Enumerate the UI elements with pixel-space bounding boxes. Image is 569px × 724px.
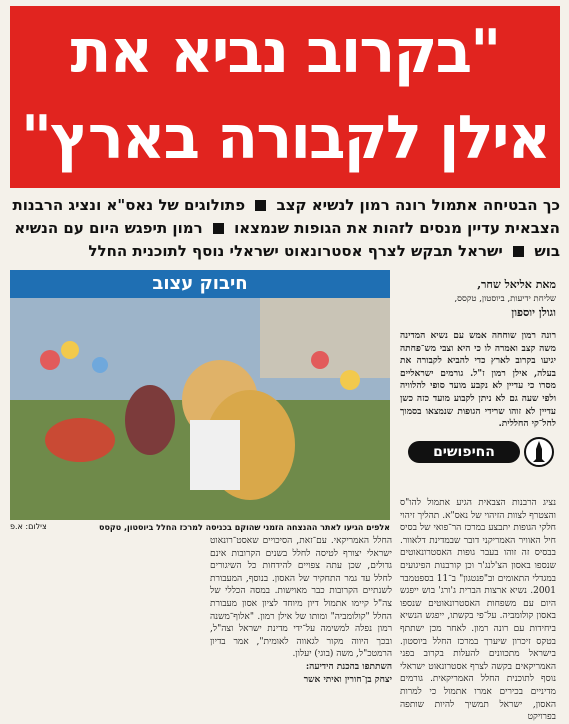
subhead-part-4: ישראל תבקש לצרף אסטרונאוט ישראלי נוסף לתוכנית החלל: [88, 242, 503, 260]
photo-credit: צילום: א.פ: [10, 522, 47, 531]
subhead-part-2: פתולוגים של נאס"א ונציג הרבנות הצבאית עדיין מנסים לזהות את הגופות שנמצאו: [12, 196, 560, 237]
space-shuttle-svg: [526, 439, 552, 465]
headline-line-2: אילן לקבורה בארץ": [20, 103, 550, 173]
space-shuttle-icon: [524, 437, 554, 467]
byline-location: שליחת ידיעות, ביוסטון, טקסס,: [454, 294, 556, 304]
article-column-middle-text: החלל האמריקאי. עם־זאת, הסיכויים שאסט־רונאוט ישראלי יצורף לטיסה לחלל בשנים הקרובות אינם גדולים, שכן עתה צפויים להידחות כל השיגורים לחלל עד גמר התחקיר של האסון. בנוסף, המעבורת לשנתיים הקרובות כבר מאוישות. במסה הכללי של צה"ל קיימו אתמול דיון מיוחד לציון אסון מעבורת החלל "קולומביה" ומותו של אילן רמון. "אלוף־משנה רמון נפלה למשימה על־ידי מדינת ישראל וצה"ל, ובכך היווה מקור לגאווה לאומית", אמר בדיון הרמטכ"ל, משה (בוגי) יעלון.: [210, 536, 392, 660]
byline: [396, 278, 556, 320]
headline-line-1: "בקרוב נביא את: [70, 17, 500, 87]
bullet-square-icon: [213, 223, 224, 234]
signoff-label: השתתפו בהכנת הידיעה:: [305, 661, 392, 672]
subhead-part-1: כך הבטיחה אתמול רונה רמון לנשיא קצב: [276, 196, 560, 214]
subheadline: [10, 194, 560, 263]
signoff-names: יצחק בן־חורין ואיתי אשר: [303, 674, 392, 685]
subhead-part-3: רמון תיפגש היום עם הנשיא בוש: [14, 219, 560, 260]
byline-author: מאת אליאל שחר,: [477, 278, 556, 291]
section-label-pill: החיפושים: [408, 441, 520, 463]
bullet-square-icon: [513, 246, 524, 257]
article-column-right: נציג הרבנות הצבאית הגיע אתמול להו"ס והצטרף לצוות הזיהוי של נאס"א. תהליך זיהוי חלקי הגופות יתבצע במרכז הר־פואי של בסיס חיל האוויר האמריקני דובר שבמדינת דלאוור. בבסיס זה זוהו בעבר גופות האסטרונאוטים שנספו באסון הצ'לנג'ר וכן קורבנות הפיגועים במגדלי התאומים וב"פנטגון" ב־11 בספטמבר 2001. נשיא ארצות הברית ג'ורג' בוש ייפגש היום עם משפחות האסטרונאוטים שנספו באסון קולומביה. על־פי בקשתו, ייפגש הנשיא ביחידות עם רונה רמון. לאחר מכן ישתתף בטקס זיכרון שיערך במרכז החלל ביוסטון. בישראל מתכוונים להעלות בקרוב בפני האמריקאים בקשה לצרף אסטרונאוט ישראלי נוסף לתוכנית החלל האמריקאית. גורמים מדיניים בכירים אמרו אתמול כי למרות האסון, ישראל תמשיך להיות שותפה בפרויקט: [400, 498, 557, 723]
bullet-square-icon: [255, 200, 266, 211]
photo-caption: אלפים הגיעו לאתר ההנצחה הזמני שהוקם בכניסה למרכז החלל ביוסטון, טקסס: [99, 523, 390, 532]
lead-paragraph: רונה רמון שוחחה אמש עם נשיא המדינה משה קצב ואמרה לו כי היא וצבי מש־פחתה יגיעו בקרוב לארץ כדי להביא לקבורה את בעלה, אילן רמון ז"ל. גורמים ישראליים מסרו כי עדיין לא נקבע מועד סופי להלוויה ולפי שעה גם לא ניתן לקבוע מועד כזה כשן עדיין לא זוהו שרידי הגופות שנמצאו בסמוך לחל־קי החללית.: [400, 331, 556, 430]
photo-banner: חיבוק עצוב: [10, 270, 390, 298]
photo-illustration: [10, 270, 390, 520]
news-photo: [10, 270, 390, 520]
article-column-middle: [210, 535, 392, 686]
headline-banner: [10, 6, 560, 188]
section-label: [402, 437, 554, 467]
byline-coauthor: וגולן יוספון: [511, 306, 556, 319]
